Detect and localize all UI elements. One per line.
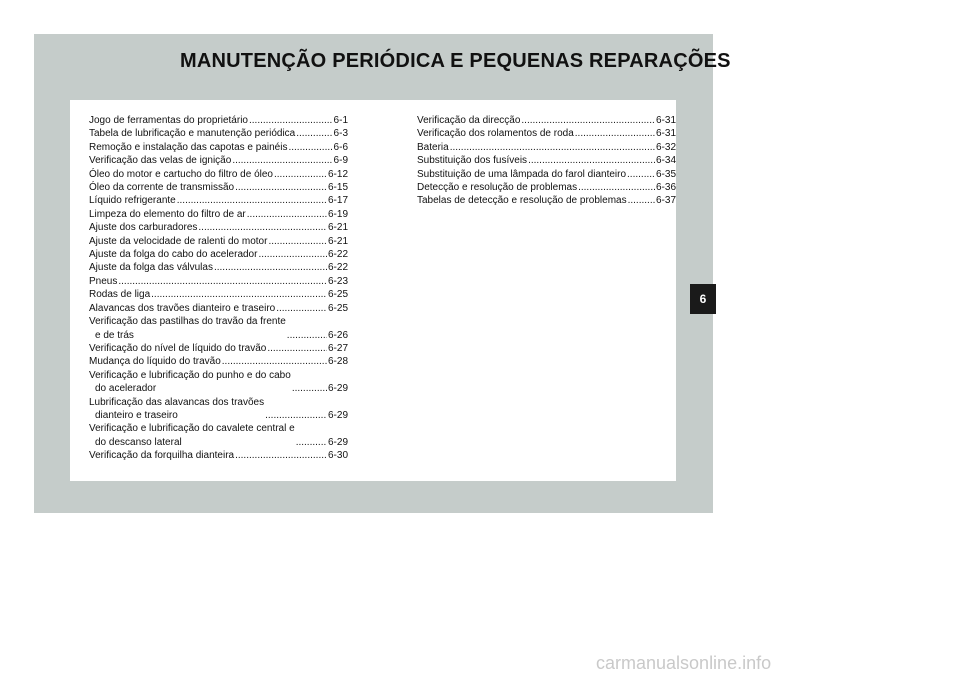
toc-page-number: 6-29 xyxy=(327,383,348,395)
toc-page-number: 6-27 xyxy=(327,342,348,354)
toc-entry[interactable] xyxy=(89,235,348,248)
toc-entry-text-wrap xyxy=(89,168,273,181)
toc-entry-text-wrap xyxy=(89,154,231,167)
toc-entry-title: Rodas de liga xyxy=(89,289,151,301)
toc-page-number: 6-3 xyxy=(333,128,348,140)
toc-entry[interactable] xyxy=(89,449,348,462)
toc-entry-title: Substituição de uma lâmpada do farol dianteiro xyxy=(417,168,627,180)
toc-dot-leader xyxy=(249,114,333,127)
toc-entry-title: Detecção e resolução de problemas xyxy=(417,182,578,194)
toc-dot-leader xyxy=(287,329,327,342)
toc-entry-text-wrap xyxy=(89,355,221,368)
toc-entry-title: Mudança do líquido do travão xyxy=(89,356,221,368)
toc-page-number: 6-28 xyxy=(327,356,348,368)
toc-dot-leader xyxy=(296,127,332,140)
toc-entry-title: Verificação das pastilhas do travão da frente xyxy=(89,316,286,328)
toc-entry-text-wrap xyxy=(417,154,527,167)
toc-page-number: 6-29 xyxy=(327,409,348,421)
toc-dot-leader xyxy=(235,449,327,462)
toc-page-number: 6-1 xyxy=(333,115,348,126)
toc-entry-text-wrap xyxy=(89,141,287,154)
toc-page-number: 6-35 xyxy=(655,168,676,180)
toc-entry-text-wrap xyxy=(417,194,627,207)
toc-entry-title: Verificação da direcção xyxy=(417,115,521,126)
toc-entry-title: Bateria xyxy=(417,141,449,153)
toc-dot-leader xyxy=(274,168,327,181)
toc-entry-text-wrap xyxy=(89,302,275,315)
toc-entry[interactable] xyxy=(89,181,348,194)
toc-entry[interactable] xyxy=(417,154,676,167)
toc-entry-text-wrap xyxy=(89,221,197,234)
toc-entry-text-wrap xyxy=(89,181,234,194)
toc-page-number: 6-34 xyxy=(655,155,676,167)
toc-entry-text-wrap xyxy=(89,449,234,462)
toc-page-number: 6-26 xyxy=(327,329,348,341)
toc-entry[interactable] xyxy=(417,181,676,194)
toc-entry-text-wrap xyxy=(89,422,295,449)
toc-dot-leader xyxy=(267,342,327,355)
toc-entry[interactable] xyxy=(89,369,348,396)
toc-dot-leader xyxy=(575,127,655,140)
toc-dot-leader xyxy=(450,141,655,154)
toc-page-number: 6-22 xyxy=(327,249,348,261)
toc-dot-leader xyxy=(268,235,327,248)
toc-entry[interactable] xyxy=(89,127,348,140)
toc-dot-leader xyxy=(235,181,327,194)
toc-dot-leader xyxy=(292,382,327,395)
toc-entry-text-wrap xyxy=(89,315,286,342)
toc-entry-text-wrap xyxy=(89,261,213,274)
toc-entry-title: Lubrificação das alavancas dos travões xyxy=(89,396,265,408)
toc-page-number: 6-25 xyxy=(327,302,348,314)
toc-entry[interactable] xyxy=(89,248,348,261)
toc-entry-title: Ajuste da folga das válvulas xyxy=(89,262,213,274)
toc-entry[interactable] xyxy=(89,396,348,423)
toc-entry-text-wrap xyxy=(89,127,295,140)
toc-dot-leader xyxy=(118,275,327,288)
toc-dot-leader xyxy=(258,248,327,261)
toc-page-number: 6-31 xyxy=(655,128,676,140)
toc-entry-title: Pneus xyxy=(89,275,118,287)
toc-entry-title: Óleo do motor e cartucho do filtro de óleo xyxy=(89,168,273,180)
toc-entry[interactable] xyxy=(89,141,348,154)
toc-entry-title: Ajuste da velocidade de ralenti do motor xyxy=(89,235,268,247)
toc-entry[interactable] xyxy=(89,288,348,301)
toc-entry[interactable] xyxy=(89,261,348,274)
toc-entry-title: Tabelas de detecção e resolução de problemas xyxy=(417,195,627,207)
toc-entry-text-wrap xyxy=(417,127,574,140)
toc-page-number: 6-19 xyxy=(327,208,348,220)
toc-dot-leader xyxy=(628,194,655,207)
toc-dot-leader xyxy=(627,168,655,181)
toc-entry[interactable] xyxy=(89,154,348,167)
toc-entry-text-wrap xyxy=(417,168,626,181)
toc-entry-text-wrap xyxy=(417,181,577,194)
toc-entry-title: Óleo da corrente de transmissão xyxy=(89,182,235,194)
toc-entry[interactable] xyxy=(89,302,348,315)
toc-entry-title: Jogo de ferramentas do proprietário xyxy=(89,115,248,126)
toc-dot-leader xyxy=(222,355,327,368)
toc-dot-leader xyxy=(521,114,655,127)
chapter-tab[interactable]: 6 xyxy=(690,284,716,314)
toc-page-number: 6-23 xyxy=(327,275,348,287)
toc-entry-text-wrap xyxy=(417,114,520,127)
toc-entry[interactable] xyxy=(89,275,348,288)
toc-dot-leader xyxy=(528,154,655,167)
toc-dot-leader xyxy=(276,302,327,315)
toc-entry-title: Remoção e instalação das capotas e painéis xyxy=(89,141,288,153)
toc-page-number: 6-29 xyxy=(327,436,348,448)
toc-entry-title: Ajuste da folga do cabo do acelerador xyxy=(89,249,258,261)
toc-dot-leader xyxy=(232,154,332,167)
toc-page-number: 6-31 xyxy=(655,115,676,126)
toc-entry[interactable] xyxy=(89,355,348,368)
toc-entry-title: Verificação e lubrificação do punho e do cabo xyxy=(89,369,291,381)
toc-entry[interactable] xyxy=(89,342,348,355)
toc-entry[interactable] xyxy=(89,422,348,449)
toc-entry-title: Verificação e lubrificação do cavalete central e xyxy=(89,423,295,435)
toc-entry-text-wrap xyxy=(89,275,117,288)
toc-page-number: 6-6 xyxy=(333,141,348,153)
toc-column-left xyxy=(89,114,348,463)
toc-entry-title: Líquido refrigerante xyxy=(89,195,176,207)
toc-entry[interactable] xyxy=(89,315,348,342)
toc-entry-title: Alavancas dos travões dianteiro e traseiro xyxy=(89,302,276,314)
toc-dot-leader xyxy=(247,208,327,221)
toc-entry-title-continuation: dianteiro e traseiro xyxy=(95,409,178,421)
toc-entry[interactable] xyxy=(417,194,676,207)
toc-entry[interactable] xyxy=(417,114,676,127)
toc-column-right xyxy=(417,114,676,208)
toc-dot-leader xyxy=(198,221,327,234)
toc-entry-title: Verificação das velas de ignição xyxy=(89,155,232,167)
toc-entry-title-continuation: do descanso lateral xyxy=(95,436,182,448)
toc-entry-title: Verificação do nível de líquido do travão xyxy=(89,342,267,354)
toc-entry-title: Verificação dos rolamentos de roda xyxy=(417,128,574,140)
toc-entry-text-wrap xyxy=(89,208,246,221)
toc-entry-text-wrap xyxy=(417,141,449,154)
toc-entry-text-wrap xyxy=(89,342,266,355)
toc-entry-title: Limpeza do elemento do filtro de ar xyxy=(89,208,246,220)
toc-entry-text-wrap xyxy=(89,288,150,301)
toc-entry-text-wrap xyxy=(89,369,291,396)
toc-entry-title: Verificação da forquilha dianteira xyxy=(89,450,235,462)
toc-dot-leader xyxy=(151,288,327,301)
toc-entry-text-wrap xyxy=(89,396,264,423)
page-title: MANUTENÇÃO PERIÓDICA E PEQUENAS REPARAÇÕES xyxy=(180,50,731,72)
toc-entry[interactable] xyxy=(89,221,348,234)
toc-entry-title: Ajuste dos carburadores xyxy=(89,222,198,234)
toc-entry-title-continuation: do acelerador xyxy=(95,383,157,395)
toc-page-number: 6-17 xyxy=(327,195,348,207)
toc-entry[interactable] xyxy=(417,168,676,181)
toc-page-number: 6-37 xyxy=(655,195,676,207)
toc-page-number: 6-25 xyxy=(327,289,348,301)
toc-page-number: 6-15 xyxy=(327,182,348,194)
toc-dot-leader xyxy=(578,181,655,194)
toc-entry[interactable] xyxy=(417,141,676,154)
toc-dot-leader xyxy=(177,194,327,207)
toc-entry[interactable] xyxy=(89,208,348,221)
toc-page-number: 6-22 xyxy=(327,262,348,274)
toc-page-number: 6-12 xyxy=(327,168,348,180)
toc-entry-text-wrap xyxy=(89,114,248,127)
toc-entry[interactable] xyxy=(89,168,348,181)
toc-entry-text-wrap xyxy=(89,248,257,261)
toc-page-number: 6-32 xyxy=(655,141,676,153)
toc-entry-title: Tabela de lubrificação e manutenção periódica xyxy=(89,128,296,140)
toc-dot-leader xyxy=(265,409,327,422)
toc-page-number: 6-36 xyxy=(655,182,676,194)
toc-page-number: 6-21 xyxy=(327,235,348,247)
watermark: carmanualsonline.info xyxy=(596,653,772,673)
toc-dot-leader xyxy=(288,141,332,154)
toc-page-number: 6-21 xyxy=(327,222,348,234)
toc-entry[interactable] xyxy=(89,194,348,207)
toc-page-number: 6-30 xyxy=(327,450,348,462)
toc-page-number: 6-9 xyxy=(333,155,348,167)
toc-entry[interactable] xyxy=(417,127,676,140)
toc-dot-leader xyxy=(296,436,327,449)
toc-entry-text-wrap xyxy=(89,235,267,248)
toc-dot-leader xyxy=(214,261,327,274)
toc-entry-text-wrap xyxy=(89,194,176,207)
toc-entry[interactable] xyxy=(89,114,348,127)
toc-entry-title: Substituição dos fusíveis xyxy=(417,155,528,167)
toc-entry-title-continuation: e de trás xyxy=(95,329,134,341)
